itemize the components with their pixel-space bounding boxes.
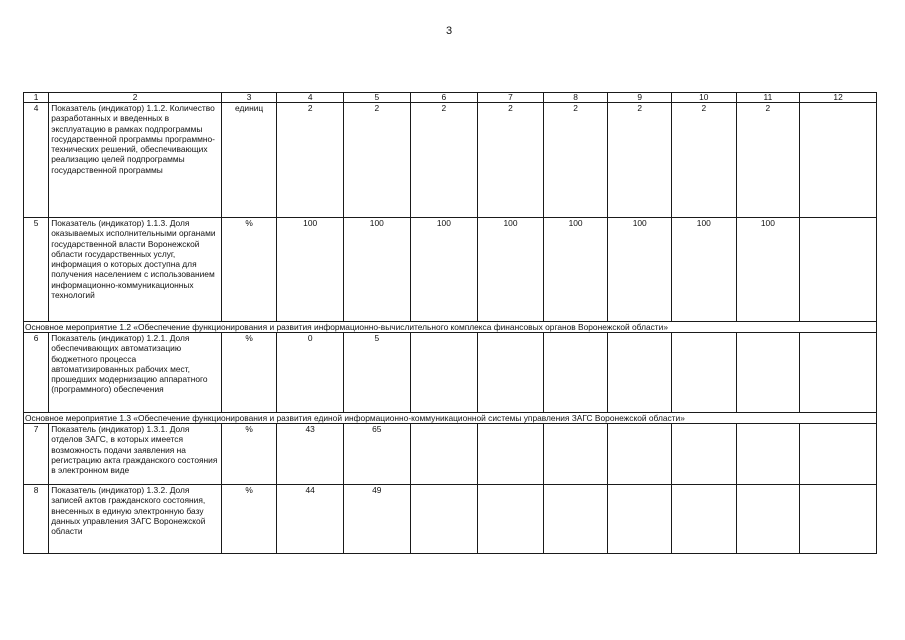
indicator-row	[24, 485, 877, 554]
column-header: 2	[49, 93, 222, 103]
value-cell	[608, 333, 672, 413]
section-title: Основное мероприятие 1.2 «Обеспечение функционирования и развития информационно-вычислительного комплекса финансовых органов Воронежской области»	[24, 322, 877, 333]
value-cell	[608, 485, 672, 554]
value-cell: 65	[343, 424, 410, 485]
value-cell: 2	[736, 103, 800, 218]
row-number: 4	[24, 103, 49, 218]
value-cell	[410, 485, 478, 554]
value-cell: 49	[343, 485, 410, 554]
section-title: Основное мероприятие 1.3 «Обеспечение функционирования и развития единой информационно-коммуникационной системы управления ЗАГС Воронежской области»	[24, 413, 877, 424]
value-cell	[608, 424, 672, 485]
indicator-row	[24, 103, 877, 218]
row-number: 8	[24, 485, 49, 554]
value-cell: 100	[543, 218, 608, 322]
indicator-row	[24, 218, 877, 322]
column-header: 11	[736, 93, 800, 103]
value-cell	[736, 424, 800, 485]
section-row	[24, 413, 877, 424]
indicator-name: Показатель (индикатор) 1.3.2. Доля записей актов гражданского состояния, внесенных в единую электронную базу данных управления ЗАГС Воронежской области	[49, 485, 222, 554]
column-header: 3	[221, 93, 277, 103]
indicator-name: Показатель (индикатор) 1.1.3. Доля оказываемых исполнительными органами государственной власти Воронежской области государственных услуг, информация о которых доступна для получения населением с использованием информационно-коммуникационных технологий	[49, 218, 222, 322]
value-cell	[478, 424, 544, 485]
value-cell	[543, 485, 608, 554]
value-cell	[800, 333, 877, 413]
value-cell: 100	[478, 218, 544, 322]
column-header: 12	[800, 93, 877, 103]
column-header: 1	[24, 93, 49, 103]
value-cell: 100	[343, 218, 410, 322]
value-cell: 2	[277, 103, 344, 218]
unit-cell: %	[221, 218, 277, 322]
column-header: 5	[343, 93, 410, 103]
value-cell: 44	[277, 485, 344, 554]
value-cell	[736, 485, 800, 554]
value-cell: 0	[277, 333, 344, 413]
value-cell: 100	[277, 218, 344, 322]
value-cell: 2	[478, 103, 544, 218]
unit-cell: единиц	[221, 103, 277, 218]
value-cell	[410, 333, 478, 413]
value-cell	[543, 333, 608, 413]
column-header: 6	[410, 93, 478, 103]
value-cell: 2	[410, 103, 478, 218]
column-header: 4	[277, 93, 344, 103]
indicators-table	[23, 92, 877, 554]
value-cell	[736, 333, 800, 413]
value-cell	[410, 424, 478, 485]
value-cell	[800, 485, 877, 554]
page-number: 3	[446, 25, 453, 37]
indicator-row	[24, 424, 877, 485]
unit-cell: %	[221, 485, 277, 554]
section-row	[24, 322, 877, 333]
indicator-name: Показатель (индикатор) 1.2.1. Доля обеспечивающих автоматизацию бюджетного процесса автоматизированных рабочих мест, прошедших модернизацию аппаратного (программного) обеспечения	[49, 333, 222, 413]
value-cell	[672, 424, 737, 485]
column-header: 7	[478, 93, 544, 103]
value-cell: 5	[343, 333, 410, 413]
row-number: 7	[24, 424, 49, 485]
value-cell	[800, 424, 877, 485]
column-header: 8	[543, 93, 608, 103]
value-cell: 2	[608, 103, 672, 218]
unit-cell: %	[221, 333, 277, 413]
value-cell: 2	[543, 103, 608, 218]
value-cell	[800, 218, 877, 322]
indicator-row	[24, 333, 877, 413]
column-header: 10	[672, 93, 737, 103]
column-header: 9	[608, 93, 672, 103]
value-cell: 100	[608, 218, 672, 322]
value-cell	[672, 485, 737, 554]
column-number-row	[24, 93, 877, 103]
value-cell: 100	[672, 218, 737, 322]
value-cell: 100	[410, 218, 478, 322]
value-cell	[543, 424, 608, 485]
value-cell	[672, 333, 737, 413]
value-cell	[478, 485, 544, 554]
value-cell: 2	[672, 103, 737, 218]
value-cell: 43	[277, 424, 344, 485]
value-cell	[478, 333, 544, 413]
row-number: 5	[24, 218, 49, 322]
indicator-name: Показатель (индикатор) 1.3.1. Доля отделов ЗАГС, в которых имеется возможность подачи заявления на регистрацию акта гражданского состояния в электронном виде	[49, 424, 222, 485]
value-cell: 100	[736, 218, 800, 322]
value-cell	[800, 103, 877, 218]
row-number: 6	[24, 333, 49, 413]
value-cell: 2	[343, 103, 410, 218]
unit-cell: %	[221, 424, 277, 485]
indicator-name: Показатель (индикатор) 1.1.2. Количество разработанных и введенных в эксплуатацию в рамках подпрограммы государственной программы программно-технических решений, обеспечивающих реализацию целей подпрограммы государственной программы	[49, 103, 222, 218]
